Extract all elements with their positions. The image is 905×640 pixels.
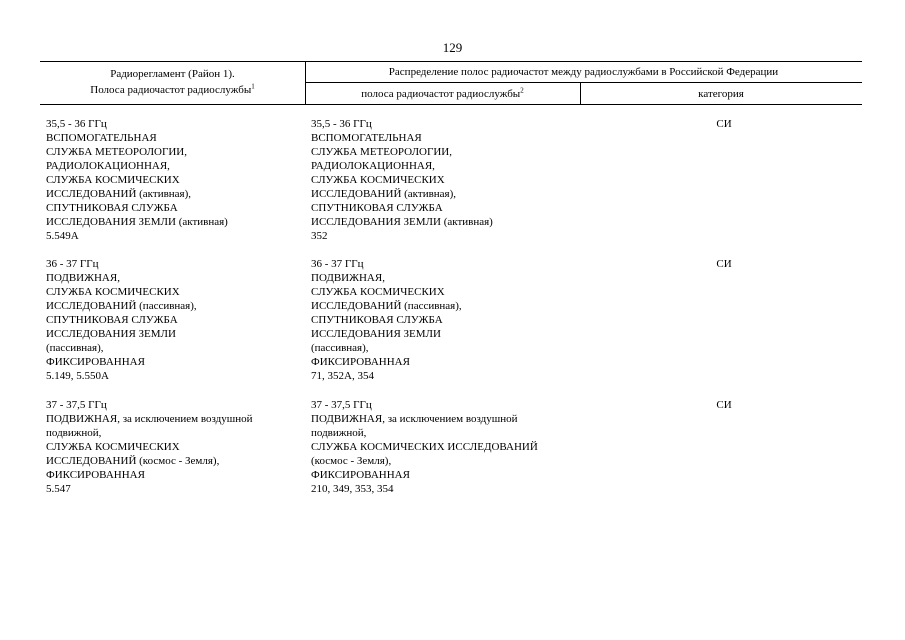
entry-line: 37 - 37,5 ГГц — [311, 399, 372, 411]
entry-line: ПОДВИЖНАЯ, за исключением воздушной — [311, 413, 518, 425]
entry-line: ВСПОМОГАТЕЛЬНАЯ — [46, 132, 157, 144]
entry-line: СЛУЖБА КОСМИЧЕСКИХ — [311, 286, 445, 298]
entry-line: 36 - 37 ГГц — [311, 258, 364, 270]
entry-line: СЛУЖБА КОСМИЧЕСКИХ — [46, 174, 180, 186]
entry-line: РАДИОЛОКАЦИОННАЯ, — [46, 160, 170, 172]
entry-line: подвижной, — [311, 427, 367, 439]
entry-line: ИССЛЕДОВАНИЙ (пассивная), — [46, 300, 197, 312]
entry-line: СЛУЖБА КОСМИЧЕСКИХ — [311, 174, 445, 186]
row-1-rf-entry — [311, 117, 493, 243]
header-category: категория — [698, 88, 744, 100]
entry-line: ИССЛЕДОВАНИЙ (активная), — [311, 188, 457, 200]
header-rf-allocation: Распределение полос радиочастот между радиослужбами в Российской Федерации — [388, 66, 779, 78]
entry-line: 5.547 — [46, 483, 71, 495]
row-2-rf-entry — [311, 257, 462, 383]
header-bottom-rule — [40, 104, 862, 105]
entry-line: ИССЛЕДОВАНИЯ ЗЕМЛИ (активная) — [311, 216, 493, 228]
entry-line: 5.149, 5.550А — [46, 370, 109, 382]
entry-line: ПОДВИЖНАЯ, за исключением воздушной — [46, 413, 253, 425]
footnote-ref-1: 1 — [251, 82, 255, 91]
entry-line: СПУТНИКОВАЯ СЛУЖБА — [311, 314, 443, 326]
entry-line: ИССЛЕДОВАНИЯ ЗЕМЛИ — [46, 328, 176, 340]
page-number: 129 — [442, 40, 463, 55]
entry-line: ПОДВИЖНАЯ, — [311, 272, 385, 284]
entry-line: ПОДВИЖНАЯ, — [46, 272, 120, 284]
header-rf-band: полоса радиочастот радиослужбы$^2$ — [361, 86, 524, 100]
header-region1-title: Радиорегламент (Район 1). — [110, 68, 235, 80]
entry-line: 35,5 - 36 ГГц — [46, 118, 107, 130]
entry-line: 5.549А — [46, 230, 79, 242]
entry-line: ВСПОМОГАТЕЛЬНАЯ — [311, 132, 422, 144]
entry-line: 37 - 37,5 ГГц — [46, 399, 107, 411]
entry-line: ИССЛЕДОВАНИЙ (пассивная), — [311, 300, 462, 312]
table-top-rule — [40, 61, 862, 62]
row-3-region1-entry — [46, 398, 252, 496]
entry-line: ФИКСИРОВАННАЯ — [311, 469, 410, 481]
entry-line: ИССЛЕДОВАНИЯ ЗЕМЛИ — [311, 328, 441, 340]
entry-line: ИССЛЕДОВАНИЯ ЗЕМЛИ (активная) — [46, 216, 228, 228]
entry-line: 210, 349, 353, 354 — [311, 483, 394, 495]
entry-line: СЛУЖБА МЕТЕОРОЛОГИИ, — [311, 146, 452, 158]
entry-line: СЛУЖБА КОСМИЧЕСКИХ — [46, 441, 180, 453]
header-region1-band — [40, 66, 305, 98]
entry-line: 36 - 37 ГГц — [46, 258, 99, 270]
entry-line: (пассивная), — [46, 342, 104, 354]
entry-line: ИССЛЕДОВАНИЙ (космос - Земля), — [46, 455, 220, 467]
entry-line: СПУТНИКОВАЯ СЛУЖБА — [46, 202, 178, 214]
row-2-region1-entry — [46, 257, 197, 383]
entry-line: СЛУЖБА МЕТЕОРОЛОГИИ, — [46, 146, 187, 158]
header-region1-subtitle: Полоса радиочастот радиослужбы$^1$ — [90, 82, 255, 96]
row-1-region1-entry — [46, 117, 228, 243]
entry-line: (пассивная), — [311, 342, 369, 354]
entry-line: 71, 352А, 354 — [311, 370, 374, 382]
row-3-category: СИ — [716, 399, 732, 411]
row-2-category: СИ — [716, 258, 732, 270]
row-3-rf-entry — [311, 398, 538, 496]
entry-line: ФИКСИРОВАННАЯ — [46, 469, 145, 481]
entry-line: СЛУЖБА КОСМИЧЕСКИХ ИССЛЕДОВАНИЙ — [311, 441, 538, 453]
entry-line: СПУТНИКОВАЯ СЛУЖБА — [46, 314, 178, 326]
entry-line: РАДИОЛОКАЦИОННАЯ, — [311, 160, 435, 172]
footnote-ref-2: 2 — [520, 86, 524, 95]
row-1-category: СИ — [716, 118, 732, 130]
entry-line: ФИКСИРОВАННАЯ — [46, 356, 145, 368]
entry-line: (космос - Земля), — [311, 455, 392, 467]
entry-line: подвижной, — [46, 427, 102, 439]
entry-line: 35,5 - 36 ГГц — [311, 118, 372, 130]
entry-line: ФИКСИРОВАННАЯ — [311, 356, 410, 368]
entry-line: 352 — [311, 230, 328, 242]
entry-line: СЛУЖБА КОСМИЧЕСКИХ — [46, 286, 180, 298]
entry-line: СПУТНИКОВАЯ СЛУЖБА — [311, 202, 443, 214]
entry-line: ИССЛЕДОВАНИЙ (активная), — [46, 188, 192, 200]
subheader-rule — [305, 82, 862, 83]
